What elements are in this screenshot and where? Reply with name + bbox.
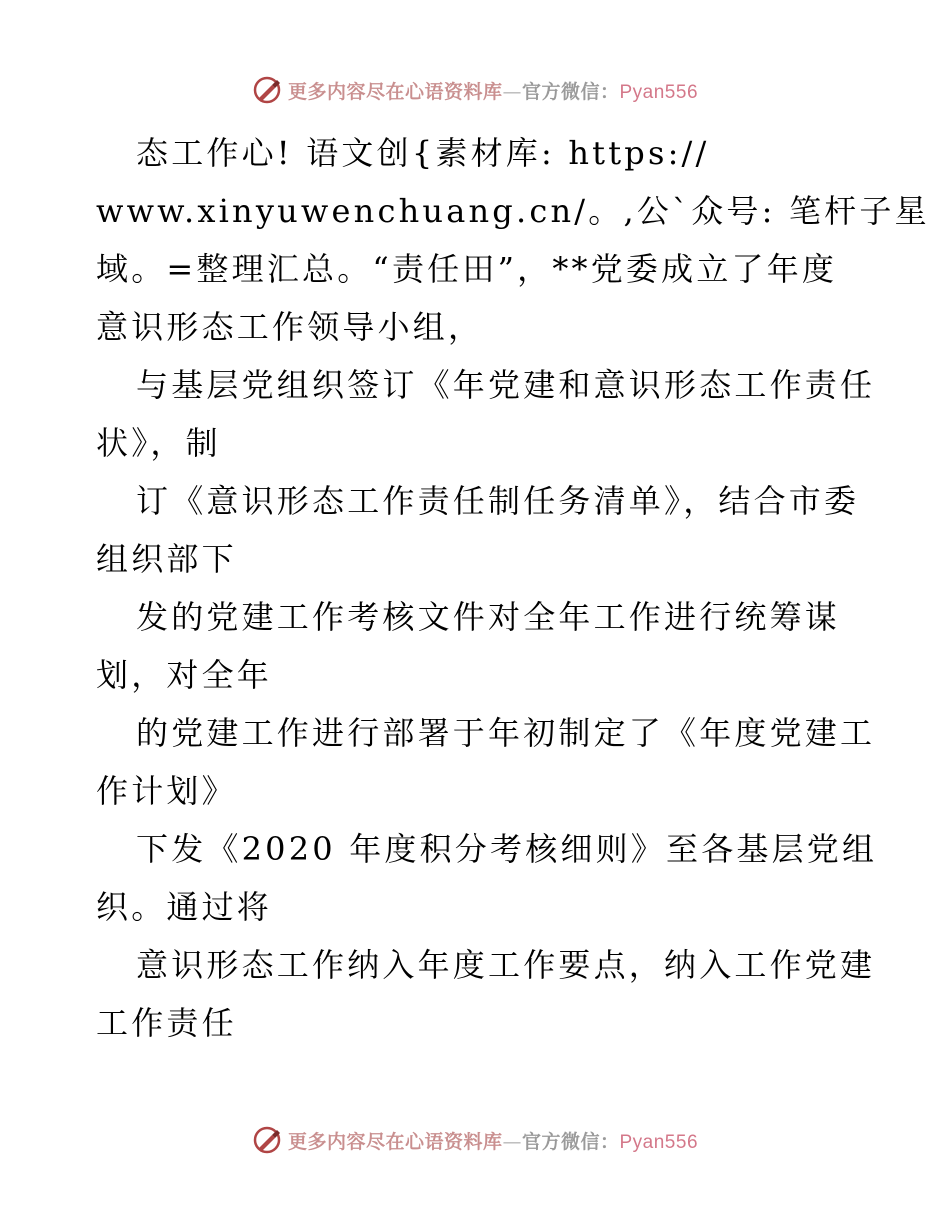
text-line: 下发《2020 年度积分考核细则》至各基层党组 bbox=[136, 830, 878, 868]
banner-wechat-label: 官方微信： bbox=[521, 80, 620, 103]
text-line: 组织部下 bbox=[96, 540, 237, 578]
banner-brand: 更多内容尽在心语资料库 bbox=[287, 1130, 503, 1153]
text-line: 织。通过将 bbox=[96, 888, 273, 926]
text-line: 订《意识形态工作责任制任务清单》，结合市委 bbox=[136, 482, 860, 520]
text-line: 意识形态工作领导小组， bbox=[96, 308, 484, 346]
banner-brand: 更多内容尽在心语资料库 bbox=[287, 80, 503, 103]
pen-logo-icon bbox=[252, 1125, 282, 1155]
document-body bbox=[96, 124, 930, 1052]
text-line: 与基层党组织签订《年党建和意识形态工作责任 bbox=[136, 366, 876, 404]
text-line: 状》，制 bbox=[96, 424, 221, 462]
text-line: 意识形态工作纳入年度工作要点，纳入工作党建 bbox=[136, 946, 876, 984]
text-line: 作计划》 bbox=[96, 772, 237, 810]
banner-wechat-label: 官方微信： bbox=[521, 1130, 620, 1153]
text-line: www.xinyuwenchuang.cn/。,公`众号: 笔杆子星 bbox=[96, 192, 930, 230]
text-line: 的党建工作进行部署于年初制定了《年度党建工 bbox=[136, 714, 876, 752]
banner-separator: — bbox=[502, 1130, 522, 1153]
text-line: 工作责任 bbox=[96, 1004, 237, 1042]
text-line: 域。=整理汇总。“责任田”，**党委成立了年度 bbox=[96, 250, 838, 288]
header-banner bbox=[0, 70, 950, 110]
text-line: 态工作心! 语文创{素材库: https:// bbox=[136, 134, 710, 172]
banner-separator: — bbox=[502, 80, 522, 103]
banner-wechat-id: Pyan556 bbox=[619, 81, 699, 103]
banner-wechat-id: Pyan556 bbox=[619, 1131, 699, 1153]
banner-text bbox=[288, 1127, 698, 1154]
pen-logo-icon bbox=[252, 75, 282, 105]
footer-banner bbox=[0, 1120, 950, 1160]
text-line: 发的党建工作考核文件对全年工作进行统筹谋 bbox=[136, 598, 841, 636]
banner-text bbox=[288, 77, 698, 104]
text-line: 划，对全年 bbox=[96, 656, 273, 694]
